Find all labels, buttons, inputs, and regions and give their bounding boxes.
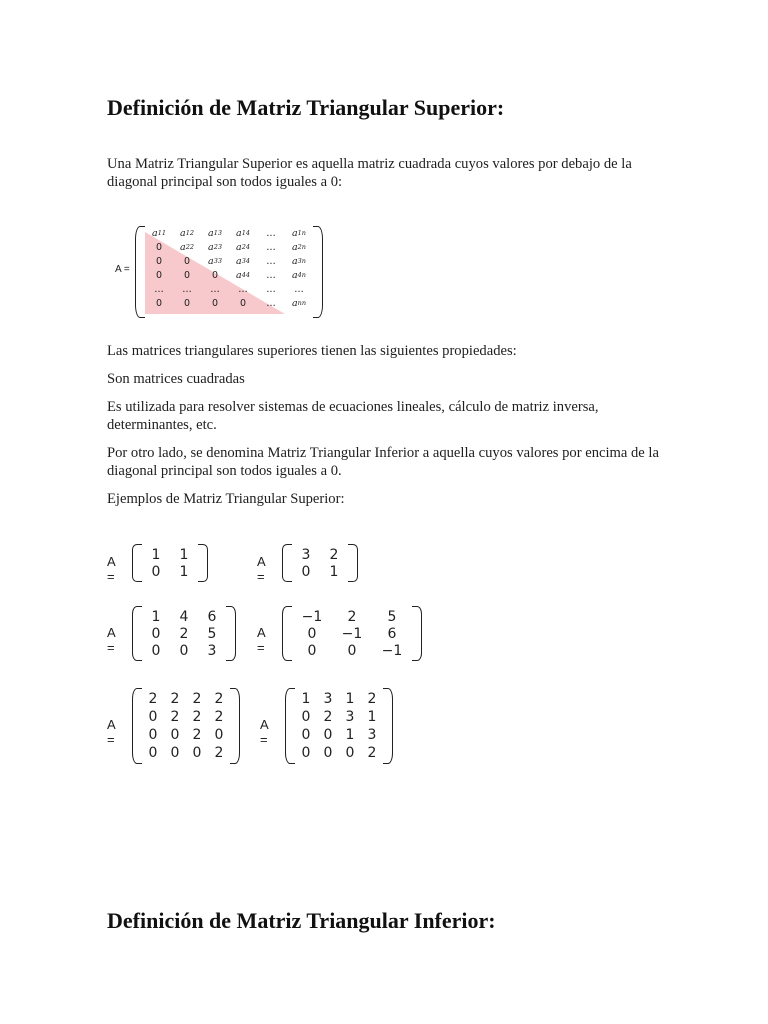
right-parenthesis xyxy=(226,606,236,661)
matrix-cell: … xyxy=(210,283,220,295)
matrix-cell: 2 xyxy=(192,709,202,725)
matrix-cell: 0 xyxy=(214,727,224,743)
right-parenthesis xyxy=(230,688,240,764)
matrix-cell: a 33 xyxy=(208,255,222,267)
left-parenthesis xyxy=(282,606,292,661)
matrix-cell: 3 xyxy=(301,546,311,563)
right-parenthesis xyxy=(348,544,358,582)
matrix-body xyxy=(282,544,358,582)
left-parenthesis xyxy=(282,544,292,582)
matrix-cell: 5 xyxy=(387,608,397,625)
matrix-grid xyxy=(142,606,226,661)
matrix-cell: 0 xyxy=(179,642,189,659)
matrix-cell: 1 xyxy=(367,709,377,725)
left-parenthesis xyxy=(135,226,145,318)
matrix-cell: 1 xyxy=(151,546,161,563)
matrix-cell: … xyxy=(266,269,276,281)
matrix-cell: 3 xyxy=(207,642,217,659)
matrix-cell: 0 xyxy=(170,727,180,743)
right-parenthesis xyxy=(383,688,393,764)
matrix-cell: 0 xyxy=(211,269,219,281)
matrix-cell: 2 xyxy=(347,608,357,625)
matrix-cell: … xyxy=(266,241,276,253)
matrix-cell: 6 xyxy=(387,625,397,642)
matrix-cell: … xyxy=(294,283,304,295)
examples-heading: Ejemplos de Matriz Triangular Superior: xyxy=(107,491,345,507)
matrix-cell: 5 xyxy=(207,625,217,642)
matrix-cell: 0 xyxy=(155,241,163,253)
matrix-cell: −1 xyxy=(381,642,403,659)
matrix-cell: a 24 xyxy=(236,241,250,253)
matrix-cell: 2 xyxy=(367,745,377,761)
left-parenthesis xyxy=(132,544,142,582)
left-parenthesis xyxy=(132,688,142,764)
matrix-cell: 0 xyxy=(307,625,317,642)
matrix-cell: 0 xyxy=(345,745,355,761)
matrix-grid xyxy=(292,544,348,582)
matrix-grid xyxy=(142,688,230,764)
matrix-cell: 0 xyxy=(192,745,202,761)
left-parenthesis xyxy=(132,606,142,661)
matrix-cell: a 23 xyxy=(208,241,222,253)
matrix-cell: 0 xyxy=(347,642,357,659)
matrix-cell: 2 xyxy=(192,727,202,743)
matrix-cell: … xyxy=(238,283,248,295)
matrix-cell: … xyxy=(266,255,276,267)
property-square: Son matrices cuadradas xyxy=(107,371,245,387)
matrix-cell: 3 xyxy=(345,709,355,725)
lower-triangular-description: Por otro lado, se denomina Matriz Triangular Inferior a aquella cuyos valores por encima de la diagonal principal son todos iguales a 0. xyxy=(107,445,659,479)
matrix-cell: 0 xyxy=(148,727,158,743)
matrix-label: A = xyxy=(107,554,115,584)
matrix-cell: 1 xyxy=(345,727,355,743)
matrix-label: A = xyxy=(115,264,130,275)
matrix-label: A = xyxy=(257,624,265,655)
matrix-cell: 0 xyxy=(151,563,161,580)
matrix-cell: a 11 xyxy=(152,227,166,239)
matrix-cell: 0 xyxy=(301,563,311,580)
matrix-cell: a nn xyxy=(291,297,307,309)
matrix-cell: 0 xyxy=(183,297,191,309)
matrix-cell: 6 xyxy=(207,608,217,625)
matrix-cell: a 1n xyxy=(292,227,306,239)
matrix-cell: 1 xyxy=(329,563,339,580)
matrix-cell: 0 xyxy=(239,297,247,309)
matrix-cell: 2 xyxy=(192,691,202,707)
matrix-cell: 0 xyxy=(323,727,333,743)
property-uses: Es utilizada para resolver sistemas de ecuaciones lineales, cálculo de matriz inversa, determinantes, etc. xyxy=(107,399,599,433)
matrix-cell: a 12 xyxy=(180,227,194,239)
matrix-cell: 3 xyxy=(367,727,377,743)
matrix-cell: 1 xyxy=(301,691,311,707)
matrix-cell: a 22 xyxy=(180,241,194,253)
matrix-label: A = xyxy=(257,554,265,584)
matrix-cell: 0 xyxy=(155,297,163,309)
matrix-label: A = xyxy=(107,624,115,655)
matrix-cell: 0 xyxy=(211,297,219,309)
matrix-cell: 2 xyxy=(148,691,158,707)
matrix-cell: … xyxy=(154,283,164,295)
matrix-cell: 2 xyxy=(329,546,339,563)
matrix-cell: 2 xyxy=(323,709,333,725)
matrix-label: A = xyxy=(107,717,115,747)
matrix-cell: 0 xyxy=(170,745,180,761)
matrix-cell: 0 xyxy=(301,745,311,761)
right-parenthesis xyxy=(198,544,208,582)
matrix-cell: a 2n xyxy=(292,241,306,253)
matrix-cell: 2 xyxy=(214,709,224,725)
matrix-label: A = xyxy=(260,717,268,747)
matrix-grid xyxy=(292,606,412,661)
intro-paragraph: Una Matriz Triangular Superior es aquella matriz cuadrada cuyos valores por debajo de la diagonal principal son todos iguales a 0: xyxy=(107,156,632,190)
matrix-cell: 2 xyxy=(170,709,180,725)
matrix-body xyxy=(282,606,422,661)
matrix-cell: 0 xyxy=(301,727,311,743)
matrix-cell: 1 xyxy=(179,546,189,563)
matrix-cell: 0 xyxy=(323,745,333,761)
matrix-body xyxy=(132,688,240,764)
matrix-grid xyxy=(295,688,383,764)
section-title-upper: Definición de Matriz Triangular Superior: xyxy=(107,95,505,120)
matrix-cell: 1 xyxy=(151,608,161,625)
matrix-cell: … xyxy=(266,283,276,295)
matrix-cell: a 3n xyxy=(292,255,306,267)
matrix-cell: 1 xyxy=(179,563,189,580)
matrix-cell: … xyxy=(266,297,276,309)
matrix-body xyxy=(135,226,323,318)
matrix-body xyxy=(132,606,236,661)
section-title-lower: Definición de Matriz Triangular Inferior: xyxy=(107,908,496,933)
matrix-body xyxy=(285,688,393,764)
matrix-cell: 0 xyxy=(151,625,161,642)
matrix-cell: 0 xyxy=(148,745,158,761)
matrix-cell: 2 xyxy=(170,691,180,707)
matrix-cell: 3 xyxy=(323,691,333,707)
matrix-cell: 2 xyxy=(367,691,377,707)
matrix-cell: −1 xyxy=(301,608,323,625)
matrix-cell: 0 xyxy=(155,269,163,281)
matrix-grid xyxy=(142,544,198,582)
matrix-cell: … xyxy=(182,283,192,295)
matrix-cell: a 34 xyxy=(236,255,250,267)
matrix-cell: 2 xyxy=(214,745,224,761)
matrix-grid xyxy=(145,226,313,310)
matrix-cell: −1 xyxy=(341,625,363,642)
matrix-cell: 0 xyxy=(301,709,311,725)
right-parenthesis xyxy=(313,226,323,318)
matrix-cell: 0 xyxy=(183,255,191,267)
matrix-cell: 0 xyxy=(155,255,163,267)
left-parenthesis xyxy=(285,688,295,764)
matrix-cell: … xyxy=(266,227,276,239)
matrix-body xyxy=(132,544,208,582)
matrix-cell: 0 xyxy=(183,269,191,281)
matrix-cell: 0 xyxy=(307,642,317,659)
matrix-cell: 0 xyxy=(148,709,158,725)
matrix-cell: 2 xyxy=(179,625,189,642)
matrix-cell: 0 xyxy=(151,642,161,659)
matrix-cell: a 14 xyxy=(236,227,250,239)
matrix-cell: a 4n xyxy=(292,269,306,281)
right-parenthesis xyxy=(412,606,422,661)
matrix-cell: 4 xyxy=(179,608,189,625)
properties-intro: Las matrices triangulares superiores tienen las siguientes propiedades: xyxy=(107,343,517,359)
matrix-cell: 1 xyxy=(345,691,355,707)
matrix-cell: a 13 xyxy=(208,227,222,239)
matrix-cell: 2 xyxy=(214,691,224,707)
general-upper-triangular-matrix xyxy=(115,226,315,318)
matrix-cell: a 44 xyxy=(236,269,250,281)
